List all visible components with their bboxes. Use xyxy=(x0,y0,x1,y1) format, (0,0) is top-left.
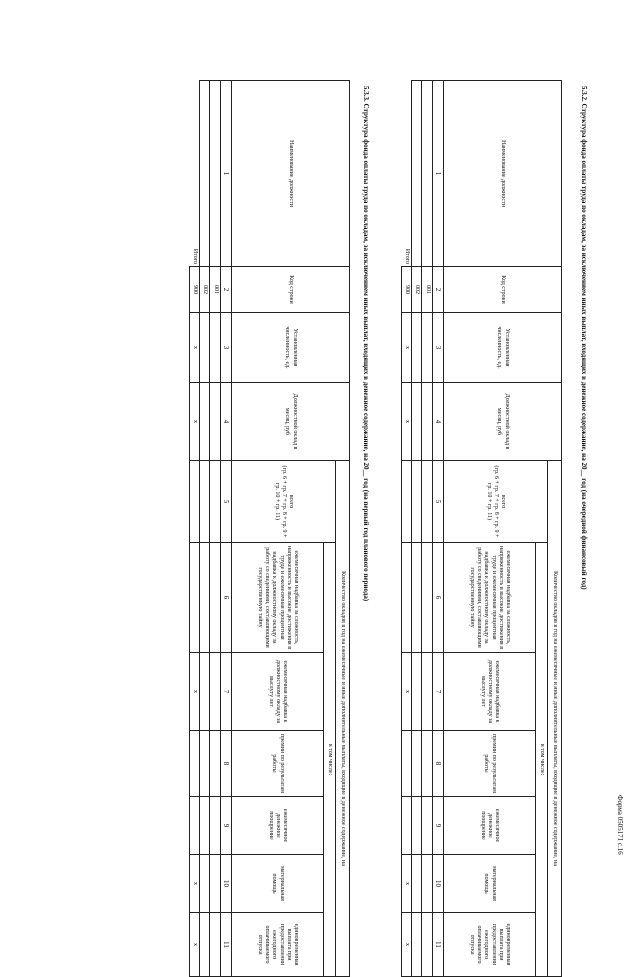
col-number: 3 xyxy=(220,313,231,383)
col-number: 8 xyxy=(220,731,231,797)
col-number: 7 xyxy=(432,653,443,731)
table-row xyxy=(200,81,210,977)
total-row xyxy=(190,81,200,977)
col-number: 4 xyxy=(432,383,443,461)
total-cell: х xyxy=(190,855,200,913)
column-numbers-row xyxy=(432,81,443,977)
total-label: всего xyxy=(288,494,295,509)
total-cell[interactable] xyxy=(190,461,200,543)
col-number: 11 xyxy=(432,913,443,977)
col-number: 5 xyxy=(220,461,231,543)
col-header-7: ежемесячная надбавка к должностному окладу за выслугу лет xyxy=(444,653,536,731)
total-label: Итого xyxy=(403,248,410,264)
col-header-salary: Должностной оклад в месяц, руб xyxy=(232,383,350,461)
row-position-name[interactable] xyxy=(412,81,422,267)
row-code: 001 xyxy=(422,267,432,313)
col-header-position: Наименование должности xyxy=(232,81,350,267)
row-position-name[interactable] xyxy=(200,81,210,267)
total-code: 900 xyxy=(402,267,412,313)
col-number: 6 xyxy=(220,543,231,653)
in-that-number-header: в том числе: xyxy=(324,543,336,977)
cell[interactable] xyxy=(412,797,422,855)
col-header-salary: Должностной оклад в месяц, руб xyxy=(444,383,562,461)
form-code: Форма 0505171 с.16 xyxy=(616,795,624,855)
cell[interactable] xyxy=(200,461,210,543)
total-row xyxy=(402,81,412,977)
cell[interactable] xyxy=(422,653,432,731)
cell[interactable] xyxy=(422,913,432,977)
section-title-532: 5.3.2. Структура фонда оплаты труда по окладам, за исключением иных выплат, входящих в денежное содержание, на 20__ год (на очередной финансовый год) xyxy=(580,86,588,590)
total-cell: х xyxy=(402,855,412,913)
total-cell[interactable] xyxy=(402,543,412,653)
total-label: Итого xyxy=(191,248,198,264)
col-header-6: ежемесячная надбавка за сложность, напряженность и высокие достижения в труде и ежемесячная процентная надбавка к должностному окладу за работу со сведениями, составляющими государственную тайну xyxy=(232,543,324,653)
cell[interactable] xyxy=(210,731,220,797)
total-cell[interactable] xyxy=(190,731,200,797)
cell[interactable] xyxy=(200,653,210,731)
total-label: всего xyxy=(500,494,507,509)
total-cell[interactable] xyxy=(402,731,412,797)
cell[interactable] xyxy=(200,731,210,797)
total-cell: х xyxy=(402,383,412,461)
row-position-name[interactable] xyxy=(210,81,220,267)
total-cell: х xyxy=(190,653,200,731)
cell[interactable] xyxy=(210,797,220,855)
col-number: 10 xyxy=(432,855,443,913)
row-position-name[interactable] xyxy=(422,81,432,267)
col-header-9: ежемесячное денежное поощрение xyxy=(232,797,324,855)
cell[interactable] xyxy=(412,855,422,913)
cell[interactable] xyxy=(412,313,422,383)
cell[interactable] xyxy=(210,313,220,383)
cell[interactable] xyxy=(200,383,210,461)
total-cell: х xyxy=(190,913,200,977)
col-header-code: Код строки xyxy=(444,267,562,313)
cell[interactable] xyxy=(422,855,432,913)
column-numbers-row xyxy=(220,81,231,977)
col-header-code: Код строки xyxy=(232,267,350,313)
cell[interactable] xyxy=(422,313,432,383)
col-header-8: премии по результатам работы xyxy=(232,731,324,797)
cell[interactable] xyxy=(200,797,210,855)
cell[interactable] xyxy=(422,383,432,461)
col-number: 1 xyxy=(220,81,231,267)
total-cell[interactable] xyxy=(190,543,200,653)
total-cell[interactable]: х xyxy=(402,313,412,383)
cell[interactable] xyxy=(210,543,220,653)
col-header-position: Наименование должности xyxy=(444,81,562,267)
col-header-11: единовременная выплата при предоставлении ежегодного оплачиваемого отпуска xyxy=(232,913,324,977)
total-cell: х xyxy=(402,913,412,977)
total-code: 900 xyxy=(190,267,200,313)
col-header-10: материальная помощь xyxy=(232,855,324,913)
total-cell[interactable] xyxy=(402,461,412,543)
row-code: 002 xyxy=(412,267,422,313)
col-header-10: материальная помощь xyxy=(444,855,536,913)
cell[interactable] xyxy=(422,543,432,653)
col-header-headcount: Установленная численность, ед. xyxy=(232,313,350,383)
cell[interactable] xyxy=(412,383,422,461)
col-number: 5 xyxy=(432,461,443,543)
table-row xyxy=(422,81,432,977)
col-number: 9 xyxy=(432,797,443,855)
cell[interactable] xyxy=(200,543,210,653)
col-number: 7 xyxy=(220,653,231,731)
table-row xyxy=(412,81,422,977)
in-that-number-header: в том числе: xyxy=(536,543,548,977)
cell[interactable] xyxy=(422,461,432,543)
col-number: 2 xyxy=(220,267,231,313)
table-532 xyxy=(401,80,562,977)
table-row xyxy=(210,81,220,977)
total-cell[interactable] xyxy=(190,797,200,855)
cell[interactable] xyxy=(200,313,210,383)
col-number: 8 xyxy=(432,731,443,797)
cell[interactable] xyxy=(200,855,210,913)
cell[interactable] xyxy=(210,855,220,913)
col-header-8: премии по результатам работы xyxy=(444,731,536,797)
total-cell[interactable]: х xyxy=(190,313,200,383)
row-code: 001 xyxy=(210,267,220,313)
total-formula: (гр. 6 + гр. 7 + гр. 8 + гр. 9 + гр. 10 + гр. 11) xyxy=(273,465,288,538)
total-cell: х xyxy=(190,383,200,461)
total-cell[interactable] xyxy=(402,797,412,855)
cell[interactable] xyxy=(210,913,220,977)
section-title-533: 5.3.3. Структура фонда оплаты труда по окладам, за исключением иных выплат, входящих в денежное содержание, на 20__ год (на первый год планового периода) xyxy=(362,86,370,602)
cell[interactable] xyxy=(210,461,220,543)
col-number: 11 xyxy=(220,913,231,977)
cell[interactable] xyxy=(412,461,422,543)
col-header-total xyxy=(232,461,336,543)
total-formula: (гр. 6 + гр. 7 + гр. 8 + гр. 9 + гр. 10 + гр. 11) xyxy=(485,465,500,538)
col-header-6: ежемесячная надбавка за сложность, напряженность и высокие достижения в труде и ежемесячная процентная надбавка к должностному окладу за работу со сведениями, составляющими государственную тайну xyxy=(444,543,536,653)
col-header-9: ежемесячное денежное поощрение xyxy=(444,797,536,855)
col-number: 2 xyxy=(432,267,443,313)
row-code: 002 xyxy=(200,267,210,313)
total-cell: х xyxy=(402,653,412,731)
group-header: Количество окладов в год на ежемесячные и иные дополнительные выплаты, входящие в денежное содержание, на xyxy=(336,461,350,977)
col-number: 4 xyxy=(220,383,231,461)
cell[interactable] xyxy=(412,913,422,977)
cell[interactable] xyxy=(200,913,210,977)
col-header-headcount: Установленная численность, ед. xyxy=(444,313,562,383)
cell[interactable] xyxy=(210,383,220,461)
cell[interactable] xyxy=(422,731,432,797)
col-header-11: единовременная выплата при предоставлении ежегодного оплачиваемого отпуска xyxy=(444,913,536,977)
cell[interactable] xyxy=(210,653,220,731)
col-number: 10 xyxy=(220,855,231,913)
table-533 xyxy=(189,80,350,977)
cell[interactable] xyxy=(412,653,422,731)
group-header: Количество окладов в год на ежемесячные и иные дополнительные выплаты, входящие в денежное содержание, на xyxy=(548,461,562,977)
cell[interactable] xyxy=(422,797,432,855)
col-header-7: ежемесячная надбавка к должностному окладу за выслугу лет xyxy=(232,653,324,731)
col-number: 1 xyxy=(432,81,443,267)
col-number: 6 xyxy=(432,543,443,653)
col-header-total xyxy=(444,461,548,543)
col-number: 9 xyxy=(220,797,231,855)
col-number: 3 xyxy=(432,313,443,383)
cell[interactable] xyxy=(412,731,422,797)
cell[interactable] xyxy=(412,543,422,653)
